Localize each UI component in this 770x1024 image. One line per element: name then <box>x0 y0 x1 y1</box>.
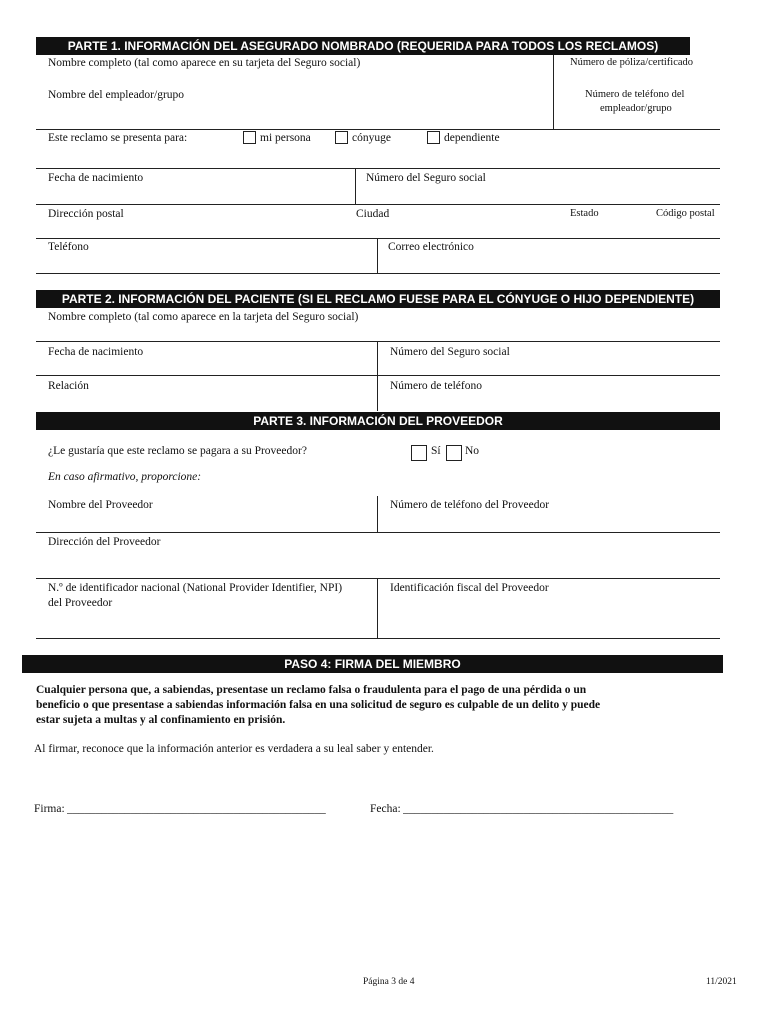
patient-full-name-label: Nombre completo (tal como aparece en la tarjeta del Seguro social) <box>48 311 359 323</box>
zip-label: Código postal <box>656 208 715 219</box>
page-number: Página 3 de 4 <box>363 977 415 987</box>
part2-header: PARTE 2. INFORMACIÓN DEL PACIENTE (SI EL RECLAMO FUESE PARA EL CÓNYUGE O HIJO DEPENDIENTE) <box>36 290 720 308</box>
date-label: Fecha: <box>370 803 401 815</box>
part1-bottom-line <box>36 273 720 274</box>
fraud-warning <box>36 683 676 728</box>
no-checkbox[interactable] <box>446 445 462 461</box>
provider-name-phone-divider <box>377 496 378 532</box>
no-label: No <box>465 445 480 457</box>
employer-row-bottom-line <box>36 129 720 130</box>
self-option-label: mi persona <box>260 132 311 144</box>
fraud-warning-line3: estar sujeta a multas y al confinamiento en prisión. <box>36 714 286 726</box>
date-field[interactable]: _______________________________________________ <box>403 803 674 815</box>
dependent-option-label: dependiente <box>444 132 500 144</box>
patient-middle-divider <box>377 341 378 411</box>
spouse-option-label: cónyuge <box>352 132 391 144</box>
npi-label-line2: del Proveedor <box>48 597 113 609</box>
patient-phone-label: Número de teléfono <box>390 380 482 392</box>
relationship-label: Relación <box>48 380 89 392</box>
part3-bottom-line <box>36 638 720 639</box>
mailing-address-label: Dirección postal <box>48 208 124 220</box>
npi-tax-divider <box>377 578 378 638</box>
self-checkbox[interactable] <box>243 131 256 144</box>
state-label: Estado <box>570 208 599 219</box>
provider-name-row-bottom-line <box>36 532 720 533</box>
acknowledgement-text: Al firmar, reconoce que la información anterior es verdadera a su leal saber y entender. <box>34 743 434 755</box>
patient-birth-row-bottom-line <box>36 375 720 376</box>
phone-email-divider <box>377 238 378 273</box>
part3-header: PARTE 3. INFORMACIÓN DEL PROVEEDOR <box>36 412 720 430</box>
patient-ssn-label: Número del Seguro social <box>390 346 510 358</box>
provider-address-row-bottom-line <box>36 578 720 579</box>
patient-birth-date-label: Fecha de nacimiento <box>48 346 144 358</box>
dependent-checkbox[interactable] <box>427 131 440 144</box>
yes-label: Sí <box>431 445 441 457</box>
fraud-warning-line2: beneficio o que presentase a sabiendas información falsa en una solicitud de seguro es culpable de un delito y puede <box>36 699 601 711</box>
provider-name-label: Nombre del Proveedor <box>48 499 153 511</box>
employer-phone-label-line1: Número de teléfono del <box>585 89 685 100</box>
city-label: Ciudad <box>356 208 390 220</box>
birth-row-bottom-line <box>36 204 720 205</box>
provider-phone-label: Número de teléfono del Proveedor <box>390 499 550 511</box>
insured-phone-label: Teléfono <box>48 241 89 253</box>
pay-provider-question: ¿Le gustaría que este reclamo se pagara a su Proveedor? <box>48 445 307 457</box>
step4-header: PASO 4: FIRMA DEL MIEMBRO <box>22 655 723 673</box>
signature-field[interactable]: _____________________________________________ <box>67 803 326 815</box>
npi-label-line1: N.º de identificador nacional (National Provider Identifier, NPI) <box>48 582 343 594</box>
policy-number-label: Número de póliza/certificado <box>570 57 694 68</box>
insured-ssn-label: Número del Seguro social <box>366 172 486 184</box>
insured-birth-date-label: Fecha de nacimiento <box>48 172 144 184</box>
part1-header: PARTE 1. INFORMACIÓN DEL ASEGURADO NOMBRADO (REQUERIDA PARA TODOS LOS RECLAMOS) <box>36 37 690 55</box>
email-label: Correo electrónico <box>388 241 474 253</box>
employer-phone-label-line2: empleador/grupo <box>600 103 672 114</box>
spouse-checkbox[interactable] <box>335 131 348 144</box>
claim-for-label: Este reclamo se presenta para: <box>48 132 188 144</box>
if-yes-instruction: En caso afirmativo, proporcione: <box>48 471 202 483</box>
yes-checkbox[interactable] <box>411 445 427 461</box>
address-row-bottom-line <box>36 238 720 239</box>
provider-address-label: Dirección del Proveedor <box>48 536 161 548</box>
insured-full-name-label: Nombre completo (tal como aparece en su tarjeta del Seguro social) <box>48 57 361 69</box>
tax-id-label: Identificación fiscal del Proveedor <box>390 582 549 594</box>
employer-name-label: Nombre del empleador/grupo <box>48 89 185 101</box>
signature-label: Firma: <box>34 803 65 815</box>
patient-name-row-bottom-line <box>36 341 720 342</box>
part1-right-column-divider <box>553 55 554 130</box>
fraud-warning-line1: Cualquier persona que, a sabiendas, presentase un reclamo falsa o fraudulenta para el pago de una pérdida o un <box>36 684 587 696</box>
claim-for-row-bottom-line <box>36 168 720 169</box>
revision-date: 11/2021 <box>706 977 737 987</box>
birth-ssn-divider <box>355 168 356 204</box>
